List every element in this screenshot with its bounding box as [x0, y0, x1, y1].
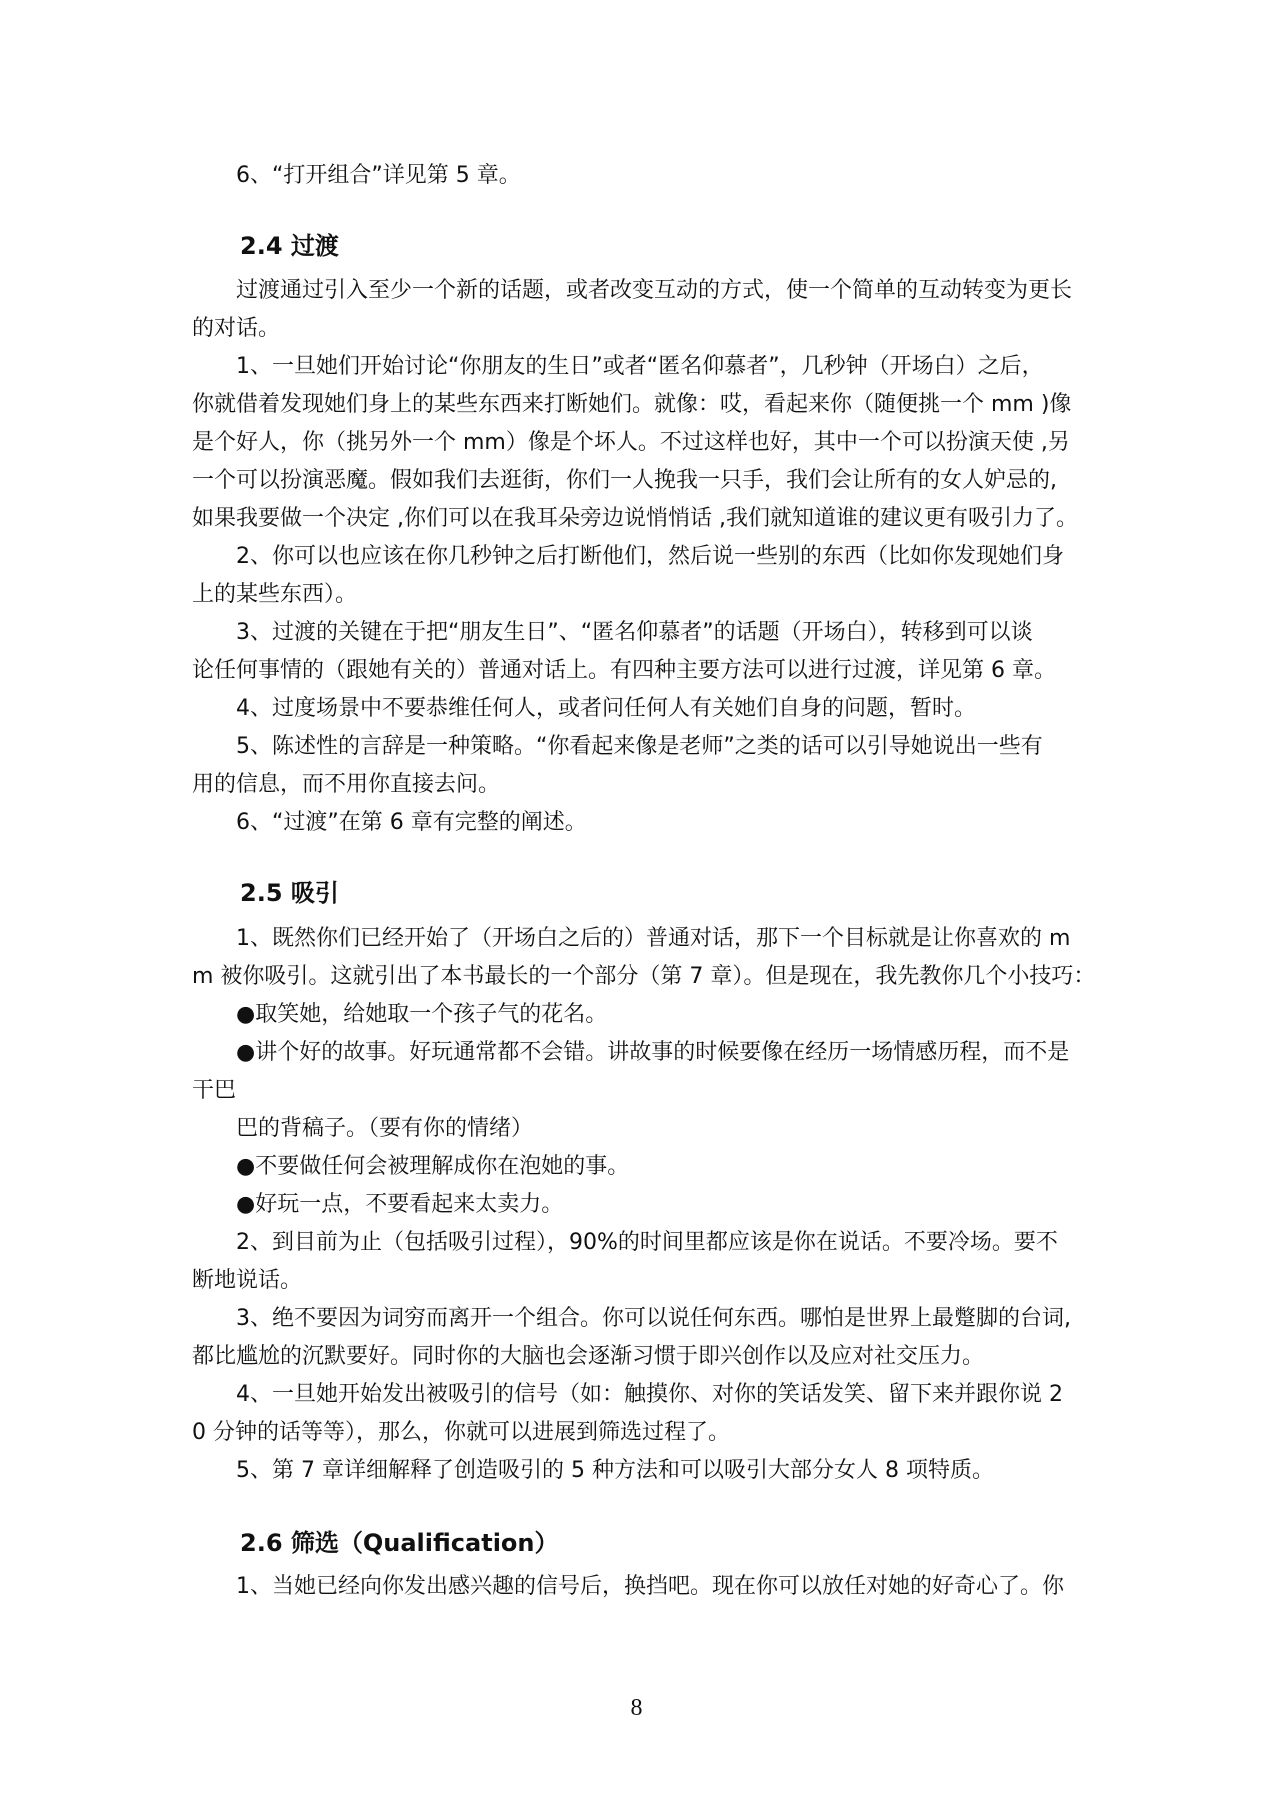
paragraph-line: 干巴 — [192, 1078, 237, 1103]
paragraph-line: m 被你吸引。这就引出了本书最长的一个部分（第 7 章）。但是现在，我先教你几个小技巧： — [192, 964, 1096, 989]
paragraph-line: ●取笑她，给她取一个孩子气的花名。 — [192, 1002, 608, 1027]
paragraph-line: 2、你可以也应该在你几秒钟之后打断他们，然后说一些别的东西（比如你发现她们身 — [192, 544, 1064, 569]
paragraph-line: 6、“打开组合”详见第 5 章。 — [192, 163, 521, 188]
paragraph-line: ●不要做任何会被理解成你在泡她的事。 — [192, 1154, 630, 1179]
paragraph-line: 6、“过渡”在第 6 章有完整的阐述。 — [192, 810, 587, 835]
paragraph-line: 5、第 7 章详细解释了创造吸引的 5 种方法和可以吸引大部分女人 8 项特质。 — [192, 1458, 994, 1483]
paragraph-line: 的对话。 — [192, 316, 281, 341]
paragraph-line: 一个可以扮演恶魔。假如我们去逛街，你们一人挽我一只手，我们会让所有的女人妒忌的, — [192, 468, 1057, 493]
paragraph-line: 巴的背稿子。（要有你的情绪） — [192, 1116, 534, 1141]
section-heading-2-6: 2.6 筛选（Qualification） — [240, 1529, 559, 1557]
paragraph-line: 都比尴尬的沉默要好。同时你的大脑也会逐渐习惯于即兴创作以及应对社交压力。 — [192, 1344, 985, 1369]
paragraph-line: 4、过度场景中不要恭维任何人，或者问任何人有关她们自身的问题，暂时。 — [192, 696, 976, 721]
paragraph-line: 4、一旦她开始发出被吸引的信号（如：触摸你、对你的笑话发笑、留下来并跟你说 2 — [192, 1382, 1063, 1407]
paragraph-line: 过渡通过引入至少一个新的话题，或者改变互动的方式，使一个简单的互动转变为更长 — [192, 278, 1073, 303]
paragraph-line: 5、陈述性的言辞是一种策略。“你看起来像是老师”之类的话可以引导她说出一些有 — [192, 734, 1043, 759]
paragraph-line: 论任何事情的（跟她有关的）普通对话上。有四种主要方法可以进行过渡，详见第 6 章。 — [192, 658, 1056, 683]
section-heading-2-5: 2.5 吸引 — [240, 879, 339, 907]
paragraph-line: ●好玩一点，不要看起来太卖力。 — [192, 1192, 564, 1217]
paragraph-line: 是个好人，你（挑另外一个 mm）像是个坏人。不过这样也好，其中一个可以扮演天使 ,另 — [192, 430, 1070, 455]
paragraph-line: 2、到目前为止（包括吸引过程），90%的时间里都应该是你在说话。不要冷场。要不 — [192, 1230, 1058, 1255]
paragraph-line: 上的某些东西）。 — [192, 582, 358, 607]
paragraph-line: 你就借着发现她们身上的某些东西来打断她们。就像：哎，看起来你（随便挑一个 mm )像 — [192, 392, 1072, 417]
paragraph-line: 断地说话。 — [192, 1268, 303, 1293]
paragraph-line: 如果我要做一个决定 ,你们可以在我耳朵旁边说悄悄话 ,我们就知道谁的建议更有吸引力了。 — [192, 506, 1078, 531]
paragraph-line: 0 分钟的话等等），那么，你就可以进展到筛选过程了。 — [192, 1420, 730, 1445]
paragraph-line: 1、当她已经向你发出感兴趣的信号后，换挡吧。现在你可以放任对她的好奇心了。你 — [192, 1574, 1064, 1599]
paragraph-line: 1、一旦她们开始讨论“你朋友的生日”或者“匿名仰慕者”，几秒钟（开场白）之后， — [192, 354, 1044, 379]
paragraph-line: 1、既然你们已经开始了（开场白之后的）普通对话，那下一个目标就是让你喜欢的 m — [192, 926, 1071, 951]
section-heading-2-4: 2.4 过渡 — [240, 232, 339, 260]
paragraph-line: 3、过渡的关键在于把“朋友生日”、“匿名仰慕者”的话题（开场白），转移到可以谈 — [192, 620, 1033, 645]
page-number: 8 — [630, 1695, 643, 1721]
paragraph-line: 3、绝不要因为词穷而离开一个组合。你可以说任何东西。哪怕是世界上最蹩脚的台词, — [192, 1306, 1071, 1331]
paragraph-line: ●讲个好的故事。好玩通常都不会错。讲故事的时候要像在经历一场情感历程，而不是 — [192, 1040, 1070, 1065]
paragraph-line: 用的信息，而不用你直接去问。 — [192, 772, 501, 797]
